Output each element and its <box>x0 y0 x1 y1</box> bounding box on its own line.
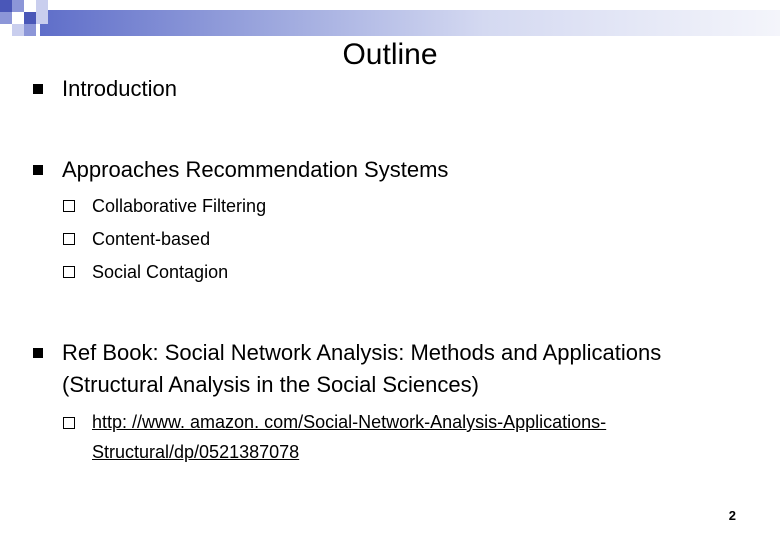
decor-square <box>36 0 48 12</box>
decor-square <box>12 24 24 36</box>
hollow-square-bullet-icon <box>63 200 75 212</box>
decor-square <box>36 12 48 24</box>
decor-square <box>0 0 12 12</box>
square-bullet-icon <box>33 165 43 175</box>
slide-title-text: Outline <box>342 38 438 71</box>
ref-book-link-line2[interactable]: Structural/dp/0521387078 <box>92 442 300 462</box>
outline-item-ref-book-line2: (Structural Analysis in the Social Sciences) <box>62 372 479 397</box>
outline-item-approaches: Approaches Recommendation Systems <box>62 157 449 182</box>
sub-item-collaborative-filtering: Collaborative Filtering <box>92 196 267 216</box>
square-bullet-icon <box>33 84 43 94</box>
hollow-square-bullet-icon <box>63 417 75 429</box>
square-bullet-icon <box>33 348 43 358</box>
outline-item-introduction: Introduction <box>62 76 177 101</box>
header-decoration <box>0 0 780 40</box>
hollow-square-bullet-icon <box>63 233 75 245</box>
decor-square <box>0 24 12 36</box>
decor-square <box>24 24 36 36</box>
decor-square <box>24 12 36 24</box>
ref-book-link-line1[interactable]: http: //www. amazon. com/Social-Network-Analysis-Applications- <box>92 412 607 432</box>
decor-square <box>12 0 24 12</box>
decor-square <box>12 12 24 24</box>
sub-item-social-contagion: Social Contagion <box>92 262 229 282</box>
hollow-square-bullet-icon <box>63 266 75 278</box>
outline-item-ref-book-line1: Ref Book: Social Network Analysis: Methods and Applications <box>62 340 662 365</box>
decor-square <box>24 0 36 12</box>
slide-title <box>0 38 780 72</box>
sub-item-content-based: Content-based <box>92 229 211 249</box>
page-number: 2 <box>728 508 736 523</box>
decor-square <box>0 12 12 24</box>
header-gradient-bar <box>40 10 780 36</box>
